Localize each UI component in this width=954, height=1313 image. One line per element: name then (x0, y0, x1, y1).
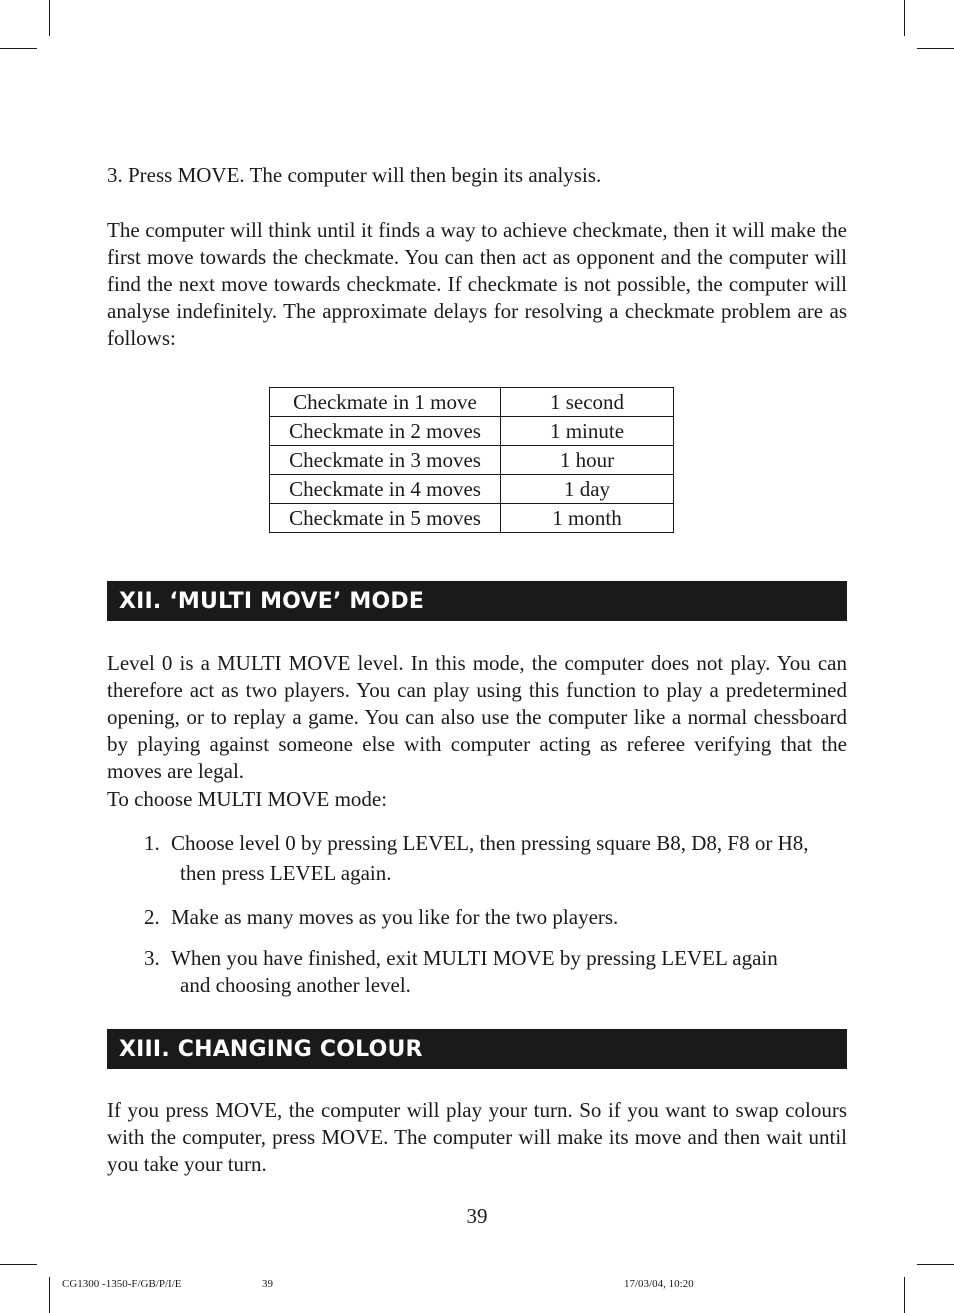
table-row (270, 446, 674, 475)
step-text-continued: and choosing another level. (180, 973, 411, 997)
table-row (270, 475, 674, 504)
section-heading-changing-colour: XIII. CHANGING COLOUR (107, 1029, 847, 1069)
crop-mark (904, 0, 905, 36)
crop-mark (49, 1277, 50, 1313)
crop-mark (0, 1264, 37, 1265)
crop-mark (0, 48, 37, 49)
step-number: 1. (144, 831, 160, 855)
crop-mark (49, 0, 50, 36)
list-item (144, 828, 847, 888)
table-row (270, 388, 674, 417)
step-number: 3. (144, 946, 160, 970)
checkmate-delay-table (269, 387, 674, 533)
step-3-text: 3. Press MOVE. The computer will then begin its analysis. (107, 163, 602, 187)
table-cell-delay: 1 month (501, 504, 674, 533)
crop-mark (904, 1277, 905, 1313)
table-cell-delay: 1 minute (501, 417, 674, 446)
crop-mark (917, 1264, 954, 1265)
footer-timestamp: 17/03/04, 10:20 (624, 1278, 694, 1290)
footer-page: 39 (262, 1278, 273, 1290)
step-text-continued: then press LEVEL again. (180, 861, 392, 885)
step-number: 2. (144, 905, 160, 929)
crop-mark (917, 48, 954, 49)
list-item (144, 902, 847, 932)
table-cell-delay: 1 hour (501, 446, 674, 475)
table-row (270, 504, 674, 533)
table-cell-problem: Checkmate in 3 moves (270, 446, 501, 475)
table-cell-problem: Checkmate in 4 moves (270, 475, 501, 504)
changing-colour-paragraph: If you press MOVE, the computer will play your turn. So if you want to swap colours with the computer, press MOVE. The computer will make its move and then wait until you take your turn. (107, 1098, 847, 1176)
table-row (270, 417, 674, 446)
list-item (144, 945, 847, 999)
multi-move-paragraph: Level 0 is a MULTI MOVE level. In this mode, the computer does not play. You can therefore act as two players. You can play using this function to play a predetermined opening, or to replay a game. You can also use the computer like a normal chessboard by playing against someone else with computer acting as referee verifying that the moves are legal. (107, 651, 847, 783)
multi-move-choose-text: To choose MULTI MOVE mode: (107, 787, 388, 811)
table-cell-delay: 1 second (501, 388, 674, 417)
section-heading-multi-move: XII. ‘MULTI MOVE’ MODE (107, 581, 847, 621)
page-content (107, 162, 847, 1178)
table-cell-problem: Checkmate in 2 moves (270, 417, 501, 446)
table-cell-problem: Checkmate in 5 moves (270, 504, 501, 533)
step-text: When you have finished, exit MULTI MOVE by pressing LEVEL again (171, 946, 778, 970)
step-text: Make as many moves as you like for the two players. (171, 905, 619, 929)
page-number: 39 (466, 1204, 488, 1228)
table-cell-problem: Checkmate in 1 move (270, 388, 501, 417)
multi-move-steps (107, 828, 847, 999)
footer-file-id: CG1300 -1350-F/GB/P/I/E (62, 1278, 182, 1290)
step-text: Choose level 0 by pressing LEVEL, then pressing square B8, D8, F8 or H8, (171, 831, 809, 855)
intro-paragraph: The computer will think until it finds a way to achieve checkmate, then it will make the first move towards the checkmate. You can then act as opponent and the computer will find the next move towards checkmate. If checkmate is not possible, the computer will analyse indefinitely. The approximate delays for resolving a checkmate problem are as follows: (107, 218, 847, 350)
table-cell-delay: 1 day (501, 475, 674, 504)
